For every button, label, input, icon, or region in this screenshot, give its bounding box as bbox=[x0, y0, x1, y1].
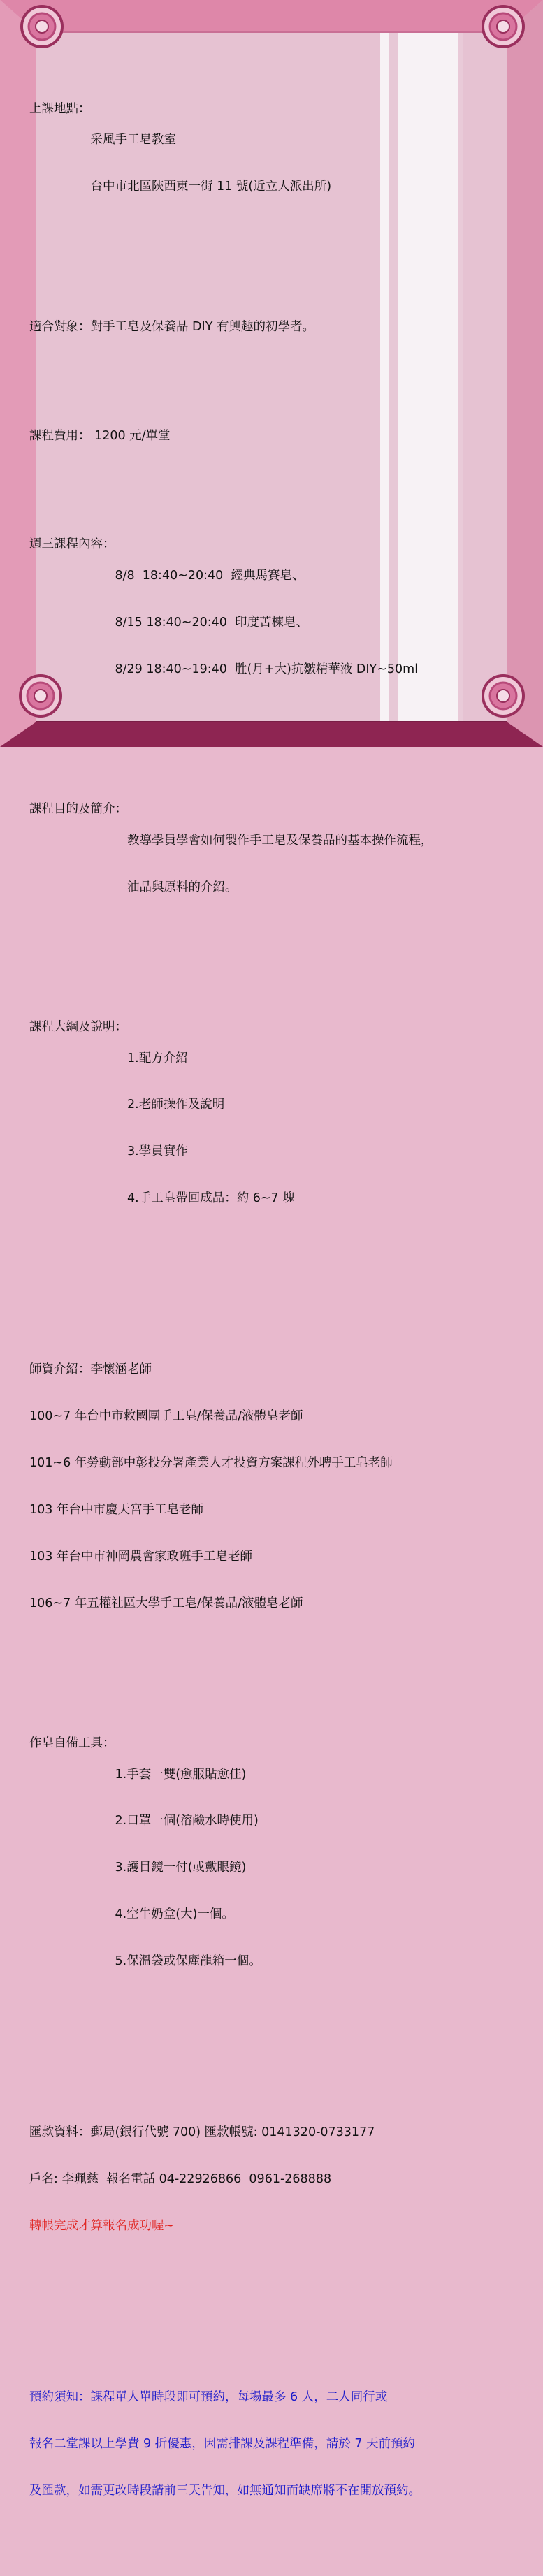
schedule-block bbox=[29, 537, 533, 708]
tool-item: 3.護目鏡一付(或戴眼鏡) bbox=[115, 1861, 247, 1875]
outline-block bbox=[29, 1019, 533, 1237]
schedule-row: 8/15 18:40~20:40 印度苦楝皂、 bbox=[115, 615, 309, 630]
fee-value: 1200 元/單堂 bbox=[90, 428, 171, 443]
teacher-title: 師資介紹：李懷涵老師 bbox=[29, 1362, 152, 1377]
ring-ornament-top-left bbox=[22, 6, 62, 47]
audience-block bbox=[29, 319, 533, 335]
payment-contact: 戶名: 李珮慈 報名電話 04-22926866 0961-268888 bbox=[29, 2172, 332, 2186]
teacher-credential: 100~7 年台中市救國團手工皂/保養品/液體皂老師 bbox=[29, 1409, 303, 1424]
location-address: 台中市北區陝西東一街 11 號(近立人派出所) bbox=[90, 180, 332, 194]
outline-item: 4.手工皂帶回成品：約 6~7 塊 bbox=[127, 1191, 295, 1206]
purpose-text: 教導學員學會如何製作手工皂及保養品的基本操作流程， bbox=[127, 833, 433, 847]
teacher-credential: 103 年台中市神岡農會家政班手工皂老師 bbox=[29, 1549, 252, 1564]
tool-item: 2.口罩一個(溶鹼水時使用) bbox=[115, 1814, 259, 1828]
payment-block bbox=[29, 2094, 533, 2265]
tool-item: 4.空牛奶盒(大)一個。 bbox=[115, 1907, 234, 1922]
booking-block bbox=[29, 2358, 533, 2529]
purpose-label: 課程目的及簡介： bbox=[29, 802, 127, 817]
course-info bbox=[29, 54, 533, 2576]
outline-item: 2.老師操作及說明 bbox=[127, 1098, 225, 1112]
booking-line: 預約須知：課程單人單時段即可預約，每場最多 6 人，二人同行或 bbox=[29, 2389, 388, 2404]
payment-notice: 轉帳完成才算報名成功喔~ bbox=[29, 2218, 175, 2233]
schedule-row: 8/8 18:40~20:40 經典馬賽皂、 bbox=[115, 568, 305, 583]
outline-item: 1.配方介紹 bbox=[127, 1051, 188, 1065]
schedule-label: 週三課程內容： bbox=[29, 537, 115, 552]
location-label: 上課地點： bbox=[29, 101, 91, 116]
location-name: 采風手工皂教室 bbox=[90, 133, 176, 147]
ring-ornament-top-right bbox=[483, 6, 523, 47]
location-block bbox=[29, 101, 533, 226]
teacher-credential: 101~6 年勞動部中彰投分署產業人才投資方案課程外聘手工皂老師 bbox=[29, 1455, 393, 1470]
payment-account: 匯款資料：郵局(銀行代號 700) 匯款帳號: 0141320-0733177 bbox=[29, 2125, 375, 2140]
outline-item: 3.學員實作 bbox=[127, 1144, 188, 1159]
audience-label: 適合對象： bbox=[29, 319, 91, 334]
booking-line: 及匯款，如需更改時段請前三天告知，如無通知而缺席將不在開放預約。 bbox=[29, 2483, 421, 2498]
teacher-credential: 103 年台中市慶天宮手工皂老師 bbox=[29, 1502, 203, 1517]
purpose-block bbox=[29, 801, 533, 926]
teacher-credential: 106~7 年五權社區大學手工皂/保養品/液體皂老師 bbox=[29, 1596, 303, 1610]
booking-line: 報名二堂課以上學費 9 折優惠，因需排課及課程準備，請於 7 天前預約 bbox=[29, 2436, 416, 2451]
tools-block bbox=[29, 1735, 533, 2000]
tools-label: 作皂自備工具： bbox=[29, 1735, 115, 1750]
outline-label: 課程大綱及說明： bbox=[29, 1019, 127, 1034]
teacher-block bbox=[29, 1331, 533, 1643]
tool-item: 5.保溫袋或保麗龍箱一個。 bbox=[115, 1954, 261, 1969]
purpose-text: 油品與原料的介紹。 bbox=[127, 880, 238, 894]
schedule-row: 8/29 18:40~19:40 胜(月+大)抗皺精華液 DIY~50ml bbox=[115, 662, 419, 676]
fee-block bbox=[29, 428, 533, 444]
fee-label: 課程費用： bbox=[29, 428, 91, 443]
tool-item: 1.手套一雙(愈服貼愈佳) bbox=[115, 1767, 247, 1782]
audience-value: 對手工皂及保養品 DIY 有興趣的初學者。 bbox=[90, 319, 314, 334]
